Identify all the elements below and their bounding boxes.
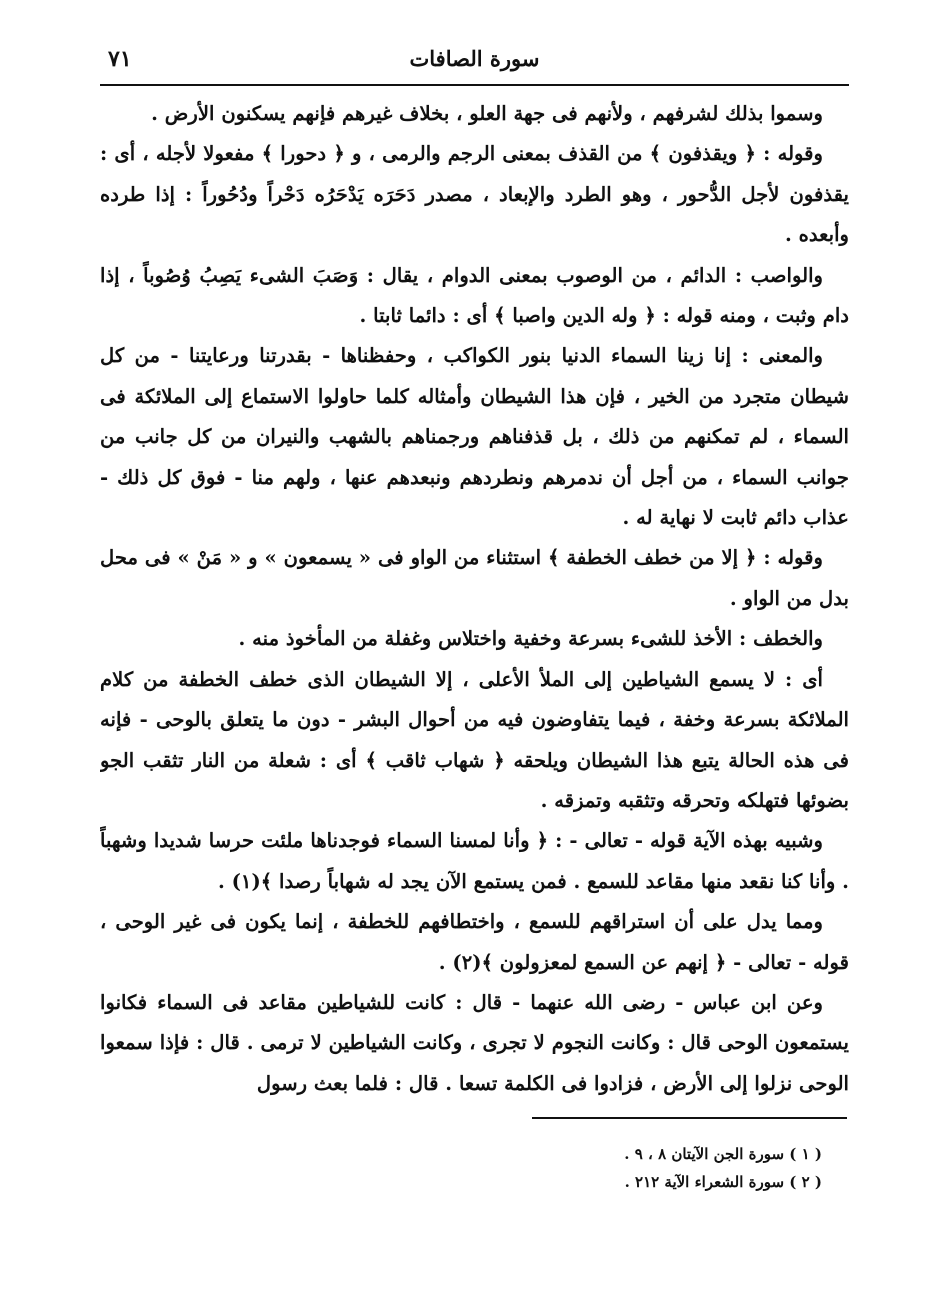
footnote-separator xyxy=(532,1117,847,1119)
running-title: سورة الصافات xyxy=(409,46,540,71)
paragraph: وقوله : ﴿ ويقذفون ﴾ من القذف بمعنى الرجم والرمى ، و ﴿ دحورا ﴾ مفعولا لأجله ، أى : يقذفون لأجل الدُّحور ، وهو الطرد والإبعاد ، مصدر دَحَرَه يَدْحَرُه دَحْراً ودُحُوراً : إذا طرده وأبعده . xyxy=(100,142,849,247)
paragraph: وسموا بذلك لشرفهم ، ولأنهم فى جهة العلو ، بخلاف غيرهم فإنهم يسكنون الأرض . xyxy=(151,102,823,125)
paragraph: وعن ابن عباس - رضى الله عنهما - قال : كانت للشياطين مقاعد فى السماء فكانوا يستمعون الوحى قال : وكانت النجوم لا تجرى ، وكانت الشياطين لا ترمى . قال : فإذا سمعوا الوحى نزلوا إلى الأرض ، فزادوا فى الكلمة تسعا . قال : فلما بعث رسول xyxy=(100,990,849,1095)
paragraph: والخطف : الأخذ للشىء بسرعة وخفية واختلاس وغفلة من المأخوذ منه . xyxy=(238,627,823,651)
paragraph: ومما يدل على أن استراقهم للسمع ، واختطافهم للخطفة ، إنما يكون فى غير الوحى ، قوله - تعالى - ﴿ إنهم عن السمع لمعزولون ﴾(٢) . xyxy=(100,910,849,974)
page-header xyxy=(100,40,849,80)
page-number: ٧١ xyxy=(108,46,132,72)
footnotes xyxy=(100,1140,822,1196)
paragraph: وشبيه بهذه الآية قوله - تعالى - : ﴿ وأنا لمسنا السماء فوجدناها ملئت حرسا شديدا وشهباً . وأنا كنا نقعد منها مقاعد للسمع . فمن يستمع الآن يجد له شهاباً رصدا ﴾(١) . xyxy=(100,829,849,893)
paragraph: وقوله : ﴿ إلا من خطف الخطفة ﴾ استثناء من الواو فى « يسمعون » و « مَنْ » فى محل بدل من الواو . xyxy=(100,546,849,610)
body-text xyxy=(100,94,849,1114)
paragraph: والمعنى : إنا زينا السماء الدنيا بنور الكواكب ، وحفظناها - بقدرتنا ورعايتنا - من كل شيطان متجرد من الخير ، فإن هذا الشيطان وأمثاله كلما حاولوا الاستماع إلى الملائكة فى السماء ، لم تمكنهم من ذلك ، بل قذفناهم ورجمناهم بالشهب والنيران من كل جانب من جوانب السماء ، من أجل أن ندمرهم ونطردهم ونبعدهم عنها ، ولهم منا - فوق كل ذلك - عذاب دائم ثابت لا نهاية له . xyxy=(100,344,849,530)
header-rule xyxy=(100,84,849,86)
paragraph: أى : لا يسمع الشياطين إلى الملأ الأعلى ، إلا الشيطان الذى خطف الخطفة من كلام الملائكة بسرعة وخفة ، فيما يتفاوضون فيه من أحوال البشر - دون ما يتعلق بالوحى - فإنه فى هذه الحالة يتبع هذا الشيطان ويلحقه ﴿ شهاب ثاقب ﴾ أى : شعلة من النار تثقب الجو بضوئها فتهلكه وتحرقه وتثقبه وتمزقه . xyxy=(100,667,849,812)
footnote: ( ٢ ) سورة الشعراء الآية ٢١٢ . xyxy=(624,1173,822,1191)
footnote: ( ١ ) سورة الجن الآيتان ٨ ، ٩ . xyxy=(624,1145,822,1163)
paragraph: والواصب : الدائم ، من الوصوب بمعنى الدوام ، يقال : وَصَبَ الشىء يَصِبُ وُصُوباً ، إذا دام وثبت ، ومنه قوله : ﴿ وله الدين واصبا ﴾ أى : دائما ثابتا . xyxy=(100,263,849,328)
